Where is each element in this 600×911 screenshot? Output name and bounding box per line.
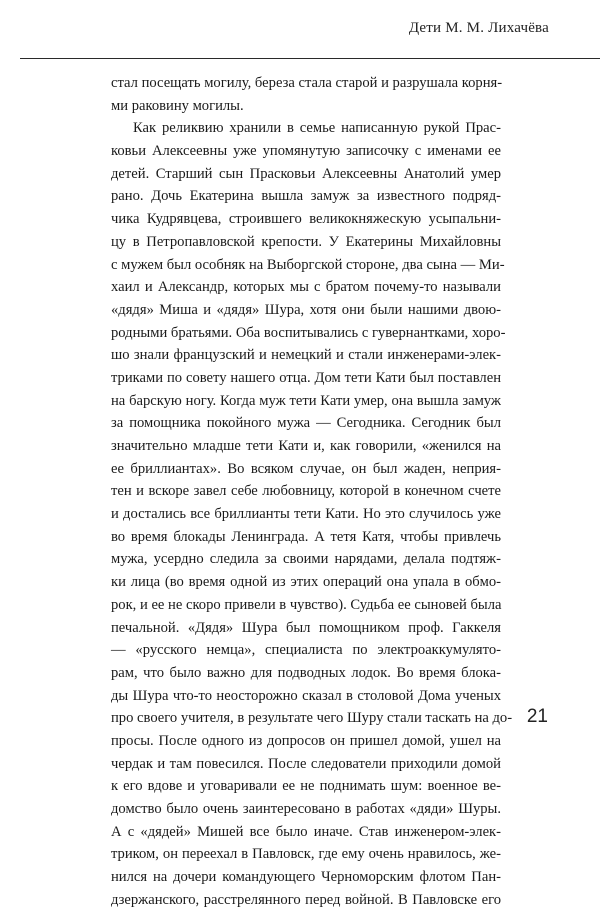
text-line: детей. Старший сын Прасковьи Алексеевны Анатолий умер bbox=[111, 165, 501, 182]
text-line: значительно младше тети Кати и, как говорили, «женился на bbox=[111, 438, 501, 454]
text-line: ми раковину могилы. bbox=[111, 97, 244, 114]
text-line: просы. После одного из допросов он пришел домой, ушел на bbox=[111, 732, 501, 749]
text-line: рок, и ее не скоро привели в чувство). Судьба ее сыновей была bbox=[111, 596, 502, 613]
text-line: и достались все бриллианты тети Кати. Но это случилось уже bbox=[111, 506, 501, 523]
text-line: про своего учителя, в результате чего Шуру стали таскать на до- bbox=[111, 710, 513, 727]
header-rule bbox=[20, 58, 600, 59]
text-line: ки лица (во время одной из этих операций она упала в обмо- bbox=[111, 574, 501, 591]
text-line: тен и вскоре завел себе любовницу, которой в конечном счете bbox=[111, 483, 501, 500]
text-line: домство было очень заинтересовано в работах «дяди» Шуры. bbox=[111, 801, 501, 817]
text-line: к его вдове и уговаривали ее не поднимать шум: военное ве- bbox=[111, 778, 501, 795]
text-line: чердак и там повесился. После следователи приходили домой bbox=[111, 755, 501, 772]
text-line: родными братьями. Оба воспитывались с гувернантками, хоро- bbox=[111, 324, 506, 341]
text-line: шо знали французский и немецкий и стали инженерами-элек- bbox=[111, 347, 501, 364]
text-line: чика Кудрявцева, строившего великокняжескую усыпальни- bbox=[111, 211, 501, 228]
text-line: во время блокады Ленинграда. А тетя Катя, чтобы привлечь bbox=[111, 528, 501, 545]
text-line: с мужем был особняк на Выборгской стороне, два сына — Ми- bbox=[111, 256, 505, 273]
text-line: рам, что было важно для подводных лодок. Во время блока- bbox=[111, 664, 501, 681]
text-line: печальной. «Дядя» Шура был помощником проф. Гаккеля bbox=[111, 619, 501, 636]
page-number: 21 bbox=[526, 706, 548, 727]
text-line: триком, он переехал в Павловск, где ему очень нравилось, же- bbox=[111, 846, 501, 863]
text-line: хаил и Александр, которых мы с братом почему-то называли bbox=[111, 279, 501, 296]
text-line: триками по совету нашего отца. Дом тети Кати был поставлен bbox=[111, 369, 501, 386]
text-line: «дядя» Миша и «дядя» Шура, хотя они были нашими двою- bbox=[111, 301, 501, 318]
body-text bbox=[111, 72, 513, 911]
text-line: ды Шура что-то неосторожно сказал в столовой Дома ученых bbox=[111, 687, 501, 704]
text-line: Как реликвию хранили в семье написанную рукой Прас- bbox=[133, 120, 501, 137]
text-line: А с «дядей» Мишей все было иначе. Став инженером-элек- bbox=[111, 823, 501, 840]
text-line: ковьи Алексеевны уже упомянутую записочку с именами ее bbox=[111, 143, 501, 160]
text-line: — «русского немца», специалиста по электроаккумулято- bbox=[111, 642, 501, 659]
text-line: стал посещать могилу, береза стала старой и разрушала корня- bbox=[111, 75, 503, 91]
text-line: цу в Петропавловской крепости. У Екатерины Михайловны bbox=[111, 233, 501, 250]
text-line: мужа, усердно следила за своими нарядами, делала подтяж- bbox=[111, 551, 501, 568]
text-line: на барскую ногу. Когда муж тети Кати умер, она вышла замуж bbox=[111, 392, 501, 409]
text-line: рано. Дочь Екатерина вышла замуж за известного подряд- bbox=[111, 188, 501, 205]
text-line: за помощника покойного мужа — Сегодника. Сегодник был bbox=[111, 415, 501, 432]
text-line: нился на дочери командующего Черноморским флотом Пан- bbox=[111, 869, 501, 886]
text-line: дзержанского, расстрелянного перед войной. В Павловске его bbox=[111, 891, 501, 908]
text-line: ее бриллиантах». Во всяком случае, он был жаден, неприя- bbox=[111, 460, 501, 477]
running-head: Дети М. М. Лихачёва bbox=[408, 20, 549, 36]
